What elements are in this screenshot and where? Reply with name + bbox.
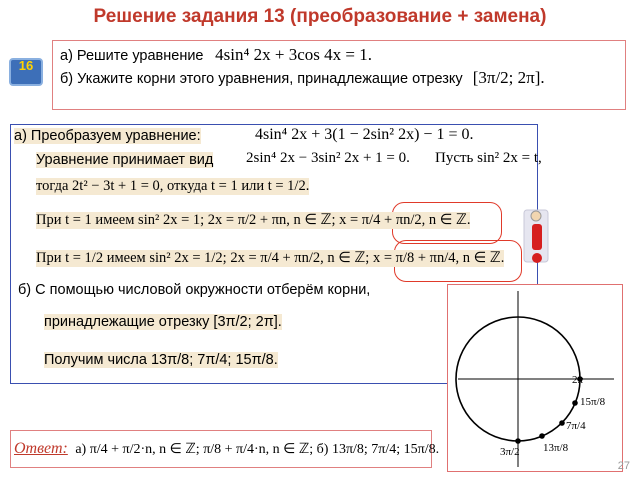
attention-icon — [520, 204, 552, 268]
solution-line-1-equation: 4sin⁴ 2x + 3(1 − 2sin² 2x) − 1 = 0. — [255, 126, 474, 143]
solution-line-2-substitution: Пусть sin² 2x = t, — [435, 150, 542, 166]
solution-line-4: При t = 1 имеем sin² 2x = 1; 2x = π/2 + πn, n ∈ ℤ; x = π/4 + πn/2, n ∈ ℤ. — [36, 212, 471, 228]
task-a-label: а) Решите уравнение — [60, 48, 204, 64]
slide-title: Решение задания 13 (преобразование + замена) — [93, 6, 547, 27]
label-thirteen-pi-8: 13π/8 — [543, 442, 569, 454]
solution-line-7: принадлежащие отрезку [3π/2; 2π]. — [44, 314, 282, 330]
page-number: 27 — [617, 460, 630, 472]
label-seven-pi-4: 7π/4 — [566, 420, 586, 432]
solution-line-5: При t = 1/2 имеем sin² 2x = 1/2; 2x = π/4 + πn/2, n ∈ ℤ; x = π/8 + πn/4, n ∈ ℤ. — [36, 250, 505, 266]
answer-line — [14, 440, 439, 458]
solution-line-3: тогда 2t² − 3t + 1 = 0, откуда t = 1 или t = 1/2. — [36, 178, 310, 194]
solution-line-2-label: Уравнение принимает вид — [36, 152, 214, 168]
label-three-pi-2: 3π/2 — [500, 446, 520, 458]
solution-line-2-equation: 2sin⁴ 2x − 3sin² 2x + 1 = 0. — [246, 150, 410, 166]
point-thirteen-pi-8 — [539, 433, 545, 439]
answer-word: Ответ: — [14, 440, 68, 457]
task-a-equation: 4sin⁴ 2x + 3cos 4x = 1. — [215, 45, 372, 64]
label-fifteen-pi-8: 15π/8 — [580, 396, 606, 408]
task-part-a — [60, 45, 372, 65]
answer-text: а) π/4 + π/2·n, n ∈ ℤ; π/8 + π/4·n, n ∈ ℤ; б) 13π/8; 7π/4; 15π/8. — [75, 442, 440, 457]
point-three-pi-2 — [515, 438, 521, 444]
solution-line-8: Получим числа 13π/8; 7π/4; 15π/8. — [44, 352, 278, 368]
task-b-label: б) Укажите корни этого уравнения, принадлежащие отрезку — [60, 71, 463, 87]
number-circle-panel — [447, 284, 623, 472]
point-fifteen-pi-8 — [572, 400, 578, 406]
solution-line-1-label: а) Преобразуем уравнение: — [14, 128, 201, 144]
solution-line-6: б) С помощью числовой окружности отберём корни, — [18, 282, 371, 298]
label-two-pi: 2π — [572, 374, 584, 386]
task-part-b — [60, 68, 545, 88]
task-b-interval: [3π/2; 2π]. — [472, 68, 545, 87]
task-number-badge: 16 — [9, 58, 43, 86]
point-seven-pi-4 — [559, 420, 565, 426]
